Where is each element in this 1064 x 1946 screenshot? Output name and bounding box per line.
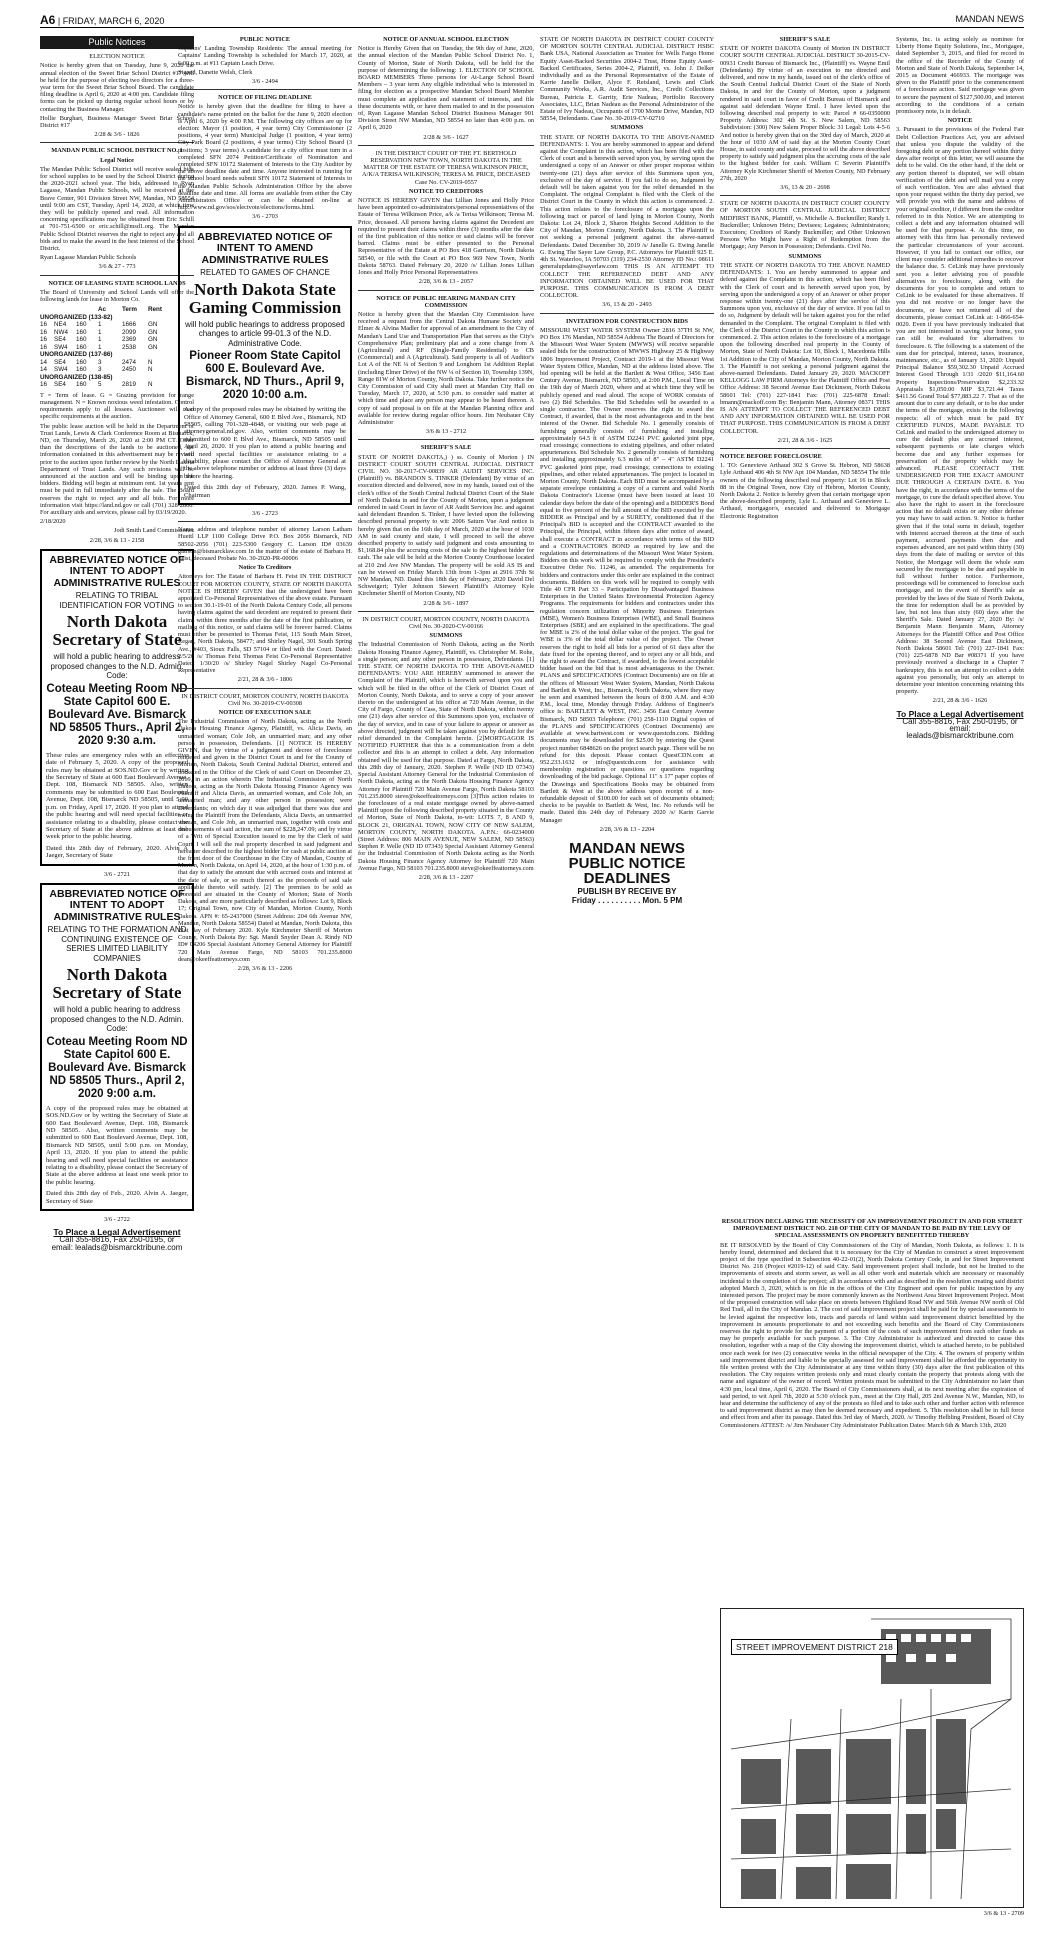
notice-title: INVITATION FOR CONSTRUCTION BIDS [565, 317, 689, 325]
notice-code: 2/21, 28 & 3/6 - 1625 [777, 436, 833, 444]
divider [40, 142, 194, 143]
lease-table-cell: 1 [98, 328, 102, 336]
box-body: A copy of the proposed rules may be obtained by writing the Office of Attorney General, 600 E Blvd Ave., Bismarck, ND 58505, calling 701-328-4848, or visiting our web page at attorneygeneral.nd.gov. Also, written comments may be submitted to 600 E Blvd Ave., Bismarck, ND 58505 until April 20, 2020. If you plan to attend a public hearing and will need special facilities or assistance relating to a disability, please contact the Office of Attorney General at the above telephone number or address at least three (3) days before the hearing. [184, 406, 346, 480]
lease-table-row [40, 366, 194, 374]
notice-title: NOTICE OF ANNUAL SCHOOL ELECTION [383, 36, 509, 43]
lease-table-header: Ac Term Rent [98, 306, 162, 314]
notice-code: 2/28 & 3/6 - 1897 [423, 599, 469, 607]
lease-table-cell: SE4 [54, 336, 66, 344]
lease-table-cell: N [148, 358, 153, 366]
box-subheading: will hold public hearings to address proposed changes to article 99-01.3 of the N.D. Administrative Code. [185, 319, 345, 348]
divider [720, 448, 890, 449]
column-1 [40, 36, 194, 1932]
notice-code: 2/21, 28 & 3/6 - 1806 [237, 676, 293, 684]
notice-title: NOTICE OF PUBLIC HEARING MANDAN CITY COMMISSION [376, 294, 516, 309]
notice-body: 1. TO: Genevieve Arthaud 302 S Grove St. Hebron, ND 58638 Lyle Arthaud 406 4th St NW Apt 104 Mandan, ND 58554 The title owners of the following described real property: Lot 16 in Block 88 in the Original Town, now City of Hebron, Morton County, North Dakota 2. Notice is hereby given that certain mortgage upon the above-described property, Lyle L. Arthaud and Genevieve L. Arthaud, mortgagor/s, executed and delivered to Mortgage Electronic Registration [720, 462, 890, 520]
notice-body: The Industrial Commission of North Dakota, acting as the North Dakota Housing Finance Agency, Plaintiff, vs. Christopher M. Rohe, a single person; and any other person in possession, Defendants. [1] THE STATE OF NORTH DAKOTA TO THE ABOVE-NAMED DEFENDANTS: YOU ARE HEREBY summoned to answer the Complaint of the Plaintiff, which is herewith served upon you and which will be filed in the office of the Clerk of District Court of Morton County, North Dakota, and to serve a copy of your answer thereto on the undersigned at his office at 720 Main Avenue, in the City of Fargo, County of Cass, State of North Dakota, within twenty one (21) days after service of this Summons upon you, exclusive of the day of service, and in case of your failure to appear or answer as above directed, judgment will be taken against you by default for the relief demanded in the Complaint herein. [2]MORTGAGOR IS NOTIFIED FURTHER that this is a communication from a debt collector and this is an attempt to collect a debt. Any information obtained will be used for that purpose. Dated at Fargo, North Dakota, this 28th day of January, 2020. Stephen P. Welle (ND ID 07343) Special Assistant Attorney General for the Industrial Commission of North Dakota, acting as the North Dakota Housing Finance Agency Attorney for Plaintiff 720 Main Avenue Fargo, North Dakota 58103 701.235.8000 steve@okeeffeattorneys.com [3]This action relates to the foreclosure of a real estate mortgage owned by above-named Plaintiff upon the following described property situated in the County of Morton, State of North Dakota, to-wit: LOTS 7, 8 AND 9, BLOCK 21, ORIGINAL TOWN, NOW CITY OF NEW SALEM, MORTON COUNTY, NORTH DAKOTA. A.P.N.: 66-0234000 (Street Address: 806 MAIN AVENUE, NEW SALEM, ND 58563) Stephen P. Welle (ND ID 07343) Special Assistant Attorney General for the Industrial Commission of North Dakota acting as the North Dakota Housing Finance Agency Attorney for Plaintiff 720 Main Avenue Fargo, ND 58103 701.235.8000 steve@okeeffeattorneys.com [358, 641, 534, 872]
lease-table-row [40, 321, 194, 329]
resolution-title: RESOLUTION DECLARING THE NECESSITY OF AN IMPROVEMENT PROJECT IN AND FOR STREET IMPROVEMENT DISTRICT NO. 218 OF THE CITY OF MANDAN TO BE PAID BY THE LEVY OF SPECIAL ASSESSMENTS ON PROPERTY BENEFITTED THEREBY [721, 1218, 1023, 1240]
lease-legend: T = Term of lease. G = Grazing provision for range management. N = Known noxious weed infestation. Control requirements apply to all lessees. Auctioneer will read specific requirements at the auction. [40, 391, 194, 421]
lease-table-cell: 160 [76, 321, 87, 329]
divider [540, 313, 714, 314]
notice-code: 2/28, 3/6 & 13 - 2158 [89, 536, 145, 544]
divider [358, 611, 534, 612]
lease-table-cell: N [148, 381, 153, 389]
notice-body: The Industrial Commission of North Dakota, acting as the North Dakota Housing Finance Agency, Plaintiff, vs. Alicia Davis, an unmarried woman; Cole Job, an unmarried man; and any other person in possession, Defendants. [1] NOTICE IS HEREBY GIVEN, that by virtue of a judgment and decree of foreclosure rendered and given in the District Court in and for the County of Morton, North Dakota, South Central Judicial District, entered and docketed in the Office of the Clerk of said Court on December 23, 2019, in an action wherein The Industrial Commission of North Dakota, acting as the North Dakota Housing Finance Agency was Plaintiff and Alicia Davis, an unmarried woman, and Cole Job, an unmarried man; and any other person in possession; were Defendants; on which day it was adjudged that there was due and owing the Plaintiff from the Defendants, Alicia Davis, an unmarried woman, and Cole Job, an unmarried man, together with costs and disbursements of said action, the sum of $228,247.09; and by virtue of a Writ of Special Execution issued to me by the Clerk of said Court, I will sell the real property described in said judgment and hereafter described to the highest bidder for cash at public auction at the front door of the Courthouse in the City of Mandan, County of Morton, North Dakota, on April 14, 2020, at the hour of 1:30 p.m. of that day to satisfy the amount due with accrued costs and interest at the date of sale, or so much thereof as the proceeds of said sale applicable thereto will satisfy. [2] The premises to be sold as aforesaid are situated in the County of Morton; State of North Dakota, and are more particularly described as follows: Lot 9, Block 17; Original Town, now City of Mandan, Morton County, North Dakota. APN #: 65-2437000 (Street Address: 204 6th Avenue NW, Mandan, North Dakota 58554) Dated at Mandan, North Dakota, this 21st day of February 2020. Kyle Kirchmeier Sheriff of Morton County, North Dakota By: Sgt. Mandi Snyder Dean A. Rindy ND ID# 04206 Special Assistant Attorney General Attorney for Plaintiff 720 Main Avenue Fargo, ND 58103 701.235.8000 dean@okeeffeattorneys.com [178, 718, 352, 963]
box-agency: North Dakota Secretary of State [52, 965, 182, 1003]
lease-table-row [40, 329, 194, 337]
lease-table-cell: SE4 [54, 358, 66, 366]
notice-code: 3/6 - 2703 [252, 213, 278, 221]
lease-table-row [40, 359, 194, 367]
page-header [40, 12, 1024, 28]
resolution-notice [720, 1218, 1024, 1431]
lease-table-cell: 5 [98, 381, 102, 389]
notice-title: NOTICE OF EXECUTION SALE [218, 708, 312, 716]
legal-ad-title: To Place a Legal Advertisement [53, 1227, 181, 1238]
notice-code: 2/21, 28 & 3/6 - 1626 [932, 697, 988, 705]
notice-body: STATE OF NORTH DAKOTA,) ) ss. County of Morton ) IN DISTRICT COURT SOUTH CENTRAL JUDICIAL DISTRICT CIVIL NO. 30-2017-CV-00839 AR AUDIT SERVICES INC. (Plaintiff) vs. BRANDON S. TINKER (Defendant) By virtue of an execution directed and delivered, now in my hands, issued out of the clerk's office of the South Central Judicial District Court of the State of North Dakota in and for the County of Morton, upon a judgment rendered in said Court in favor of AR Audit Services Inc. and against said defendant Brandon S. Tinker, I have levied upon the following described personal property to wit: 2006 Saturn Vue And notice is hereby given that on the 16th day of March, 2020 at the hour of 1030 AM in said county and state, I will proceed to sell the above described property to satisfy said judgment and costs amounting to $1,168.84 plus the accruing costs of the sale to the highest bidder for cash. The sale will be held at the Morton County Courthouse located at 210 2nd Ave NW Mandan. The property will be sold AS IS and can be viewed on Friday March 13th from 1-3pm at 2916 37th St NW Mandan, ND. Dated this 18th day of February, 2020 David Del Schweigert; Tyler Johnson Siewert Plaintiff's Attorney Kyle Kirchmeier Sheriff of Morton County, ND [358, 453, 534, 598]
column-3 [358, 36, 534, 1932]
notice-court: IN THE DISTRICT COURT OF THE FT. BERTHOLD RESERVATION NEW TOWN, NORTH DAKOTA IN THE MATTER OF THE ESTATE OF TERESA WILKINSON PRICE, A/K/A TERISA WILKINSON; TERESA M. PRICE, DECEASED Case No. CV-2019-0557 [362, 149, 530, 186]
lease-table-cell: 1 [98, 321, 102, 329]
box-heading: ABBREVIATED NOTICE OF INTENT TO AMEND ADMINISTRATIVE RULES [197, 230, 333, 266]
notice-body: NOTICE IS HEREBY GIVEN that Lillian Jones and Holly Price have been appointed co-administrators/personal representatives of the Estate of Teresa Wilkinson Price, a/k /a Terisa Wilkinson; Teresa M. Price, deceased. All persons having claims against the Decedent are required to present their claims within three (3) months after the date of the first publication of this notice or said claims will be forever barred. Claims must be either presented to the Personal Representative of the Estate at PO Box 418 Garrison, North Dakota 58540, or file with the Court at PO Box 969 New Town, North Dakota 58763. Dated February 20, 2020 /s/ Lillian Jones Lillian Jones and Holly Price Personal Representatives [358, 197, 534, 277]
lease-table-cell: 160 [76, 343, 87, 351]
lease-table-cell: 2819 [122, 381, 137, 389]
notice-code: 3/6 - 2722 [104, 1216, 130, 1224]
box-subheading: RELATING TO TRIBAL IDENTIFICATION FOR VOTING [59, 591, 175, 610]
notice-court: IN DISTRICT COURT, MORTON COUNTY, NORTH DAKOTA Civil No. 30-2019-CV-00308 [181, 692, 349, 707]
notice-code: 3/6 & 13 - 2709 [983, 1910, 1024, 1917]
box-subheading: will hold a public hearing to address proposed changes to the N.D. Admin. Code: [50, 1005, 184, 1034]
notice-code: 3/6 - 2723 [252, 510, 278, 518]
notice-title: PUBLIC NOTICE [239, 36, 291, 43]
notice-body: Notice is hereby given that the Mandan City Commission have received a request from the Central Dakota Humane Society and Elmer & Alvina Madler for approval of an amendment to the City of Mandan's Land Use and Transportation Plan that serves as the City's Comprehensive Plan; preliminary plat and a zone change from A (Agricultural) and RF (Single-Family Residential) to CB (Commercial) and A (Agricultural). Said property is all of Auditor's Lot A of the NE ¼ of Section 9 and Longhorn 1st Addition Replat (including Elmer Drive) of the NW ¼ of Section 10, Township 139N, Range 81W of Morton County, North Dakota. Take further notice the City Commission of said City shall meet at Mandan City Hall on Tuesday, March 17, 2020, at 5:30 p.m. to consider said matter at which time and place any person may appear to be heard thereon. A copy of said proposal is on file at the Mandan Planning office and available for review during regular office hours. Jim Neubauer City Administrator [358, 310, 534, 426]
lease-table-cell: 160 [76, 366, 87, 374]
box-location: Coteau Meeting Room ND State Capitol 600 E. Boulevard Ave. Bismarck ND 58505 Thurs., April 2, 2020 9:00 a.m. [46, 1035, 188, 1100]
lease-table-cell: SW4 [54, 343, 68, 351]
abbreviated-notice-box [40, 883, 194, 1211]
notice-code: 2/28, 3/6 & 13 - 2206 [237, 965, 293, 973]
lease-table-cell: NE4 [54, 321, 67, 329]
lease-table-cell: 2099 [122, 328, 137, 336]
notice-signature: Ryan Lagasse Mandan Public Schools [40, 254, 137, 262]
resolution-body: BE IT RESOLVED by the Board of City Commissioners of the City of Mandan, North Dakota, as follows: 1. It is hereby found, determined and declared that it is necessary for the City of Mandan to construct a street improvement project of the type specified in Subsection 40-22-01(2), North Dakota Century Code, in and for Street Improvement District No. 218 (Project #2019-12) of said City. Said improvement project shall include, but not be limited to the improvements of streets and storm sewer, as well as all other work and materials which are necessary or reasonably incidental to the completion of the project; all in accordance with and as described in the resolution creating said district adopted March 3, 2020, which is on file in the offices of the City Engineer and open for public inspection by any interested person. The project may be more commonly known as the Northwest Area Street Improvement Project. Most of the proposed construction will take place on streets between Highland Road NW and 56th Avenue NW north of Old Red Trail, all in the City of Mandan. 2. The cost of said improvement project shall be paid for by special assessments to be levied against the respective lots, tracts and parcels of land within said improvement district benefitted by the improvement in amounts proportionate to and not exceeding such benefits and the Board of City Commissioners reserves the right to provide for the payment of a portion of the costs of such improvement from such other funds as may be properly available for such purpose. 3. The City Administrator is authorized and directed to cause this resolution, together with a map of the City showing the improvement district, which is attached hereto, to be published once each week for two (2) consecutive weeks in the official newspaper of the City. 4. The owners of property within said improvement district and liable to be specially assessed for said improvement shall be afforded the opportunity to file written protest with the City Administrator at any time within thirty (30) days after the first publication of this resolution. The City requires written protests only and must clearly contain the property that protests along with the name and signature of the owner of record. Written protests must be submitted to the City Administrator no later than 4:30 pm, local time, April 6, 2020. The Board of City Commissioners shall, at its next meeting after the expiration of said period, to wit April 7th, 2020 at 5:30 o'clock p.m., meet at the City Hall, 205 2nd Avenue N.W., Mandan, ND, to hear and determine the sufficiency of any of the protests so filed and to take such other and further action with reference to said improvement district as may then be deemed necessary and expedient. 5. This resolution shall be in full force and effect from and after its passage. Dated this 3rd day of March, 2020. /s/ Timothy Helbling President, Board of City Commissioners ATTEST: /s/ Jim Neubauer City Administrator Publication Dates: March 6th & March 13th, 2020 [720, 1241, 1024, 1429]
lease-table-cell: NW4 [54, 328, 68, 336]
lease-table-cell: N [148, 366, 153, 374]
notice-title: NOTICE OF LEASING STATE SCHOOL LANDS [48, 279, 186, 287]
column-4 [540, 36, 714, 1932]
lease-table-cell: 2369 [122, 336, 137, 344]
divider [178, 521, 352, 522]
legal-ad-phone: Call 355-8816, Fax 250-0195, or [902, 716, 1018, 726]
notice-code: 2/28 & 3/6 - 1627 [423, 133, 469, 141]
lease-table-cell: 14 [40, 366, 48, 374]
lease-table-cell: SW4 [54, 366, 68, 374]
deadline-box [540, 841, 714, 904]
abbreviated-notice-box [40, 549, 194, 866]
notice-body: Attorneys for: The Estate of Barbara H. Feist IN THE DISTRICT COURT FOR MORTON COUNTY, STATE OF NORTH DAKOTA NOTICE IS HEREBY GIVEN that the undersigned have been appointed Co-Personal Representatives of the above estate. Pursuant to section 30.1-19-01 of the North Dakota Century Code, all persons having claims against the said decedent are required to present their claims within three months after the date of the first publication, or mailing of this notice, or said claims will be forever barred. Claims must either be presented to Thomas Feist, 115 South Main Street, Regan, North Dakota, 58477; and Shirley Nagel, 301 South Spring Ave., #403, Sioux Falls, SD 57104 or filed with the Court. Dated: 2/5/20 /s/ Thomas Feist Thomas Feist Co-Personal Representative Dated: 1/30/20 /s/ Shirley Nagel Shirley Nagel Co-Personal Representative [178, 573, 352, 675]
box-location: Pioneer Room State Capitol 600 E. Boulevard Ave. Bismarck, ND Thurs., April 9, 2020 10:00 a.m. [185, 350, 345, 402]
notice-body: Notice is Hereby Given that on Tuesday, the 9th day of June, 2020, the annual election of the Mandan Public School District No. 1, County of Morton, State of North Dakota, will be held for the purpose of determining the following: 1. ELECTION OF SCHOOL BOARD MEMBERS Three persons for At-Large School Board Members – 3 year term Any eligible individual who is interested in filing for election as a prospective Mandan School Board Member must complete an application and statement of interests, and file these documents with, or have them mailed to and in the possession of, Ryan Lagasse Mandan School District Business Manager 901 Division Street NW Mandan, ND 58554 no later than 4:00 p.m. on April 6, 2020 [358, 45, 534, 132]
notice-body: THE STATE OF NORTH DAKOTA TO THE ABOVE NAMED DEFENDANTS: 1. You are hereby summoned to appear and defend against the Complaint in this action, which has been filed with the Clerk of court and is herewith served upon you, by serving upon the undersigned a copy of an Answer or other proper response within twenty-one (21) days after the service of this Summons upon you, exclusive of the day of service. If you fail to do so, Judgment by default will be taken against you for the relief demanded in the Complaint. The original Complaint is filed with the Clerk of the District Court in the County in which this action is commenced. 2. This action relates to the foreclosure of a mortgage upon the following described real property in the County of Morton, State of North Dakota: Lot 10, Block 1, Macedonia Hills 1st Addition to the City of Mandan, Morton County, North Dakota. 3. The Plaintiff is not seeking a personal judgment against the above-named Defendants. Dated January 29, 2020. MACKOFF KELLOGG LAW FIRM Attorneys for the Plaintiff Office and Post Office Address: 38 Second Avenue East Dickinson, North Dakota 58601 Tel: (701) 227-1841 Fax: (701) 225-6878 Email: bmann@mackoff.com By: Benjamin Mann, Attorney 08371 THIS IS AN ATTEMPT TO COLLECT THE REFERENCED DEBT AND ANY INFORMATION OBTAINED WILL BE USED FOR THAT PURPOSE. THIS COMMUNICATION IS FROM A DEBT COLLECTOR. [720, 261, 890, 435]
lease-table-cell: 2538 [122, 343, 137, 351]
box-dated: Dated this 28th day of Feb., 2020. Alvin A. Jaeger, Secretary of State [46, 1190, 188, 1205]
legal-ad-email[interactable]: email: lealads@bismarcktribune.com [51, 1242, 183, 1252]
notice-title: SUMMONS [788, 252, 822, 260]
lease-table [40, 306, 194, 389]
divider [178, 89, 352, 90]
notice-title: SUMMONS [610, 124, 644, 132]
divider [720, 195, 890, 196]
lease-table-cell: GN [148, 343, 158, 351]
notice-title: NOTICE TO CREDITORS [408, 187, 484, 195]
lease-table-cell: 16 [40, 336, 48, 344]
notice-title: NOTICE [947, 117, 973, 125]
legal-ad-email[interactable]: email: lealads@bismarcktribune.com [906, 724, 1014, 741]
box-subheading: will hold a public hearing to address proposed changes to the N.D. Admin. Code: [50, 652, 184, 681]
lease-table-cell: 3 [98, 358, 102, 366]
notice-code: 3/6 & 13 - 2712 [425, 428, 467, 436]
notice-code: 2/28, 3/6 & 13 - 2207 [418, 873, 474, 881]
lease-table-cell: 14 [40, 358, 48, 366]
notice-signature: Hollie Burghart, Business Manager Sweet Briar School District #17 [40, 114, 194, 130]
box-agency: North Dakota State Gaming Commission [188, 279, 342, 317]
divider [40, 275, 194, 276]
deadline-header: PUBLISH BY RECEIVE BY [577, 886, 677, 896]
box-dated: Dated this 28th day of February, 2020. Alvin A Jaeger, Secretary of State [46, 844, 188, 860]
notice-subtitle: Legal Notice [100, 156, 134, 164]
box-body: A copy of the proposed rules may be obtained at SOS.ND.Gov or by writing the Secretary of State at 600 East Boulevard Avenue, Dept. 108, Bismarck ND 58505. Also, written comments may be submitted to 600 East Boulevard Avenue, Dept. 108, Bismarck ND 58505, until 5:00 p.m. on Monday, April 13, 2020. If you plan to attend the public hearing and will need special facilities or assistance relating to a disability, please contact the Secretary of State at the above address at least one week prior to the public hearing. [46, 1104, 188, 1186]
notice-court: IN DISTRICT COURT, MORTON COUNTY, NORTH DAKOTA Civil No. 30-2020-CV-00166 [362, 615, 530, 631]
lease-table-cell: 160 [76, 328, 87, 336]
lease-table-cell: GN [148, 321, 158, 329]
notice-title: MANDAN PUBLIC SCHOOL DISTRICT NO. 1 [51, 147, 183, 155]
legal-ad-phone: Call 355-8816, Fax 250-0195, or [59, 1235, 175, 1245]
lease-table-cell: 1 [98, 336, 102, 344]
notice-title: NOTICE OF FILING DEADLINE [218, 94, 312, 102]
district-map [720, 1608, 1024, 1908]
lease-table-cell: 2474 [122, 358, 137, 366]
notice-title: SHERIFF'S SALE [779, 36, 831, 43]
lease-table-cell: 16 [40, 343, 48, 351]
lease-table-cell: 1 [98, 343, 102, 351]
notice-date: 2/18/2020 [40, 518, 66, 526]
lease-table-row [40, 344, 194, 352]
legal-ad-contact [896, 708, 1024, 741]
lease-table-cell: 3 [98, 366, 102, 374]
lease-table-cell: 160 [76, 336, 87, 344]
notice-code: 2/28 & 3/6 - 1826 [94, 131, 140, 139]
page-folio: A6 | FRIDAY, MARCH 6, 2020 [40, 13, 165, 27]
lease-table-row [40, 381, 194, 389]
notice-title: NOTICE BEFORE FORECLOSURE [720, 452, 822, 460]
divider [358, 145, 534, 146]
public-notices-banner: Public Notices [40, 36, 194, 49]
notice-body: Notice is hereby given that the deadline for filing to have a candidate's name printed on the ballot for the June 9, 2020 election is April 6, 2020 by 4:00 P.M. The following city offices are up for election: Mayor (1 position, 4 year term) City Commissioner (2 positions, 4 year term) Municipal Judge (1 position, 4 year term) City Park Board (2 positions, 4 year terms) City School Board (3 positions; 3 year terms) A candidate for a city office must turn in a completed SFN 2074 Petition/Certificate of Nomination and completed SFN 10172 Statement of Interests to the City Auditor by the above deadline date and time. Anyone interested in running for the school board needs submit SFN 10172 Statement of Interests to the Mandan Public Schools Administration Office by the above deadline date and time. All forms are available from either the City Administrators Office or can be obtained on-line at http://www.nd.gov/sos/electvote/elections/forms.html. [178, 103, 352, 212]
column-6 [896, 36, 1024, 1216]
box-heading: ABBREVIATED NOTICE OF INTENT TO ADOPT ADMINISTRATIVE RULES [49, 553, 185, 589]
divider [178, 688, 352, 689]
notice-code: 2/28, 3/6 & 13 - 2204 [599, 825, 655, 833]
lease-group-title: UNORGANIZED (137-86) [40, 351, 113, 359]
box-heading: ABBREVIATED NOTICE OF INTENT TO ADOPT ADMINISTRATIVE RULES [49, 887, 185, 923]
notice-body: Systems, Inc. is acting solely as nominee for Liberty Home Equity Solutions, Inc., Mortgagee, dated September 3, 2015, and filed for record in the office of the Recorder of the County of Morton and State of North Dakota, September 14, 2015 as Document 466933. The mortgage was given to the Plaintiff prior to the commencement of a foreclosure action. Said mortgage was given to secure the payment of $127,500.00, and interest according to the conditions of a certain promissory note, is in default. [896, 36, 1024, 116]
notice-body: The public lease auction will be held in the Department of Trust Lands, Lewis & Clark Conference Room at Bismarck, ND, on Thursday, March 26, 2020 at 2:00 PM CT. Other than the descriptions of the lands to be auctioned, the information contained in this advertisement may be revised prior to the auction upon further review by the North Dakota Department of Trust Lands. Any such revisions will be announced at the auction and will be binding upon the bidders. Bidding will begin at minimum rent. 1st year's rent must be paid in full immediately after the sale. The Board reserves the right to reject any and all bids. For more information visit https://land.nd.gov or call (701) 328-2800. For auxiliary aids and services, please call by 03/19/2020. [40, 422, 194, 517]
notice-title: SHERIFF'S SALE [420, 444, 472, 452]
notice-body: The Mandan Public School District will receive sealed bids for school supplies to be used by the School District during the 2020-2021 school year. The bids, addressed to Ryan Lagasse, Mandan Public Schools, will be received at the Brave Center, 901 Division Street NW, Mandan, ND 58554 until 9:00 am CST, Tuesday, April 14, 2020, at which time they will be publicly opened and read. All information concerning specifications may be obtained from Eric Schill at 701-751-6500 or eric.schill@msd1.org. The Mandan Public School District reserves the right to reject any and all bids and to make the award in the best interest of the School District. [40, 165, 194, 253]
box-agency: North Dakota Secretary of State [52, 612, 182, 650]
district-map-label: STREET IMPROVEMENT DISTRICT 218 [731, 1639, 898, 1655]
lease-group-title: UNORGANIZED (133-82) [40, 313, 113, 321]
notice-body: Notice is hereby given that on Tuesday, June 9, 2020 the annual election of the Sweet Briar School District #17 will be held for the purpose of electing two directors for a three-year term for the Sweet Briar School Board. The candidate filing deadline is April 6, 2020 at 4:00 pm. Candidate filing forms can be picked up during regular school hours or by contacting the Business Manager. [40, 62, 194, 113]
notice-body: 3. Pursuant to the provisions of the Federal Fair Debt Collection Practices Act, you are advised that unless you dispute the validity of the foregoing debt or any portion thereof within thirty days after receipt of this letter, we will assume the debt to be valid. On the other hand, if the debt or any portion thereof is disputed, we will obtain verification of the debt and will mail you a copy of such verification. You are also advised that upon your request within the thirty day period, we will provide you with the name and address of your original creditor, if different from the creditor referred to in this Notice. We are attempting to collect a debt and any information obtained will be used for that purpose. 4. At this time, no attorney with this firm has personally reviewed the particular circumstances of your account. However, if you fail to contact our office, our client may consider additional remedies to recover the balance due. 5. CeLink may have previously sent you a letter advising you of possible alternatives to foreclosure, along with the documents for you to complete and return to CeLink to be evaluated for these alternatives. If you did not receive or no longer have the documents, or have not returned all of the documents, please contact CeLink at: 1-866-654-0020. Even if you have previously indicated that you are not interested in saving your home, you can still be evaluated for alternatives to foreclosure. 6. The following is a statement of the sum due for principal, interest, taxes, insurance, maintenance, etc., as of January 31, 2020: Unpaid Principal Balance $59,302.30 Unpaid Accrued Interest Good Through 1/31 /2020 $11,164.60 Property Inspections/Preservation $2,233.32 Appraisals $1,050.00 MIP $3,721.44 Taxes $411.56 Grand Total $77,883.22 7. That as of the amount due to cure any default, or to be due under the terms of the mortgage, exists in the following respects: all of which must be paid BY CERTIFIED FUNDS, MADE PAYABLE TO CeLink and mailed to the undersigned attorney to cure the default plus any accrued interest, subsequent payments or late charges which become due and any further expenses for preservation of the property which may be advanced. PLEASE CONTACT THE UNDERSIGNED FOR THE EXACT AMOUNT DUE THROUGH A CERTAIN DATE. 8. You have the right, in accordance with the terms of the mortgage, to cure the default specified above. You also have the right to assert in the foreclosure action that no default exists or any other defense you may have to said action. 9. Notice is further given that if the total sums in default, together with interest accrued thereon at the time of such payment, accrued payments then due and expenses advanced, are not paid within thirty (30) days from the date of mailing or service of this Notice, the Mortgage will deem the whole sum secured by the mortgage to be due and payable in full without further notice. Furthermore, proceedings will be commenced to foreclose such mortgage, and in the event of Sheriff's sale as provided by the laws of the State of North Dakota, the time for redemption shall be as provided by law, but not less than sixty (60) days after the Sheriff's Sale. Dated January 27, 2020 By: /s/ Benjamin Mann Benjamin Mann, Attorney Attorneys for the Plaintiff Office and Post Office Address: 38 Second Avenue East Dickinson, North Dakota 58601 Tel: (701) 227-1841 Fax: (701) 225-6878 ND Bar #08371 If you have previously received a discharge in a Chapter 7 bankruptcy, this is not an attempt to collect a debt against you personally, but only an attempt to determine your intention concerning retaining this property. [896, 126, 1024, 696]
notice-code: 3/6, 13 & 20 - 2698 [780, 184, 830, 192]
deadline-title: MANDAN NEWS PUBLIC NOTICE DEADLINES [568, 839, 686, 887]
deadline-days: Friday . . . . . . . . . . Mon. 5 PM [571, 896, 683, 906]
box-subheading: RELATING TO THE FORMATION AND CONTINUING EXISTENCE OF SERIES LIMITED LIABILITY COMPANIES [47, 925, 187, 963]
notice-code: 2/28, 3/6 & 13 - 2057 [418, 278, 474, 286]
lease-table-cell: 160 [76, 381, 87, 389]
notice-code: 3/6 - 2721 [104, 870, 130, 878]
notice-code: 3/6 & 27 - 773 [98, 263, 136, 271]
lease-table-cell: SE4 [54, 381, 66, 389]
lease-group-title: UNORGANIZED (138-85) [40, 373, 113, 381]
column-2 [178, 36, 352, 1932]
notice-body: Captains' Landing Township Residents: The annual meeting for Captains' Landing Township is scheduled for March 17, 2020, at 6:00 p.m. at #11 Captain Leach Drive. [178, 45, 352, 67]
notice-body: STATE OF NORTH DAKOTA IN DISTRICT COURT COUNTY OF MORTON SOUTH CENTRAL JUDICIAL DISTRICT MIDFIRST BANK, Plaintiff, vs. Michelle A. Buckmiller; Randy L Buckmiller; Unknown Heirs; Devisees; Legatees; Administrators; Executors; Creditors of Randy Buckmiller; and Other Unknown Persons Who Might have a Right of Redemption from the Mortgage; Any Person in Possession; Defendants. Civil No. [720, 200, 890, 251]
notice-code: 3/6, 13 & 20 - 2493 [602, 301, 652, 309]
notice-body: MISSOURI WEST WATER SYSTEM Owner 2816 37TH St NW, PO Box 176 Mandan, ND 58554 Address The Board of Directors for the Missouri West Water System (MWWS) will receive separable sealed bids for the construction of MWWS Highway 25 & Highway 1806 Improvement Project, Contract 2019-1 at the Missouri West Water System Office, Mandan, ND at the address listed above. The bid opening will be held at the Bartlett & West Office, 3456 East Century Avenue, Bismarck, ND 58503, at 2:00 P.M., Local Time on the 19th day of March 2020, where and at which time they will be publicly opened and read aloud. The scope of WORK consists of two (2) Bid Schedules. The Bid Schedules will be awarded to a single contractor. The Owner reserves the right to award the Contract, if awarded, that is the most advantageous and in the best interest of the Owner. Bid Schedule No. 1 generally consists of furnishing generally consists of furnishing and installing approximately 64.5 ft of ASTM D2241 PVC gasketed joint pipe, road crossings; connections to existing pipelines, and other related appurtenances. Bid Schedule No. 2 generally consists of furnishing and installing approximately 6.3 miles of 8" – 4" ASTM D2241 PVC gasketed joint pipe, road crossings; connections to existing pipelines, and other related appurtenances. The project is located in Morton County, North Dakota. Each BID must be accompanied by a separate envelope containing a copy of a current and valid North Dakota Contractor's License (must have been issued at least 10 calendar days before the date of the opening) and a BIDDER'S Bond equal to five percent of the full amount of the BID executed by the BIDDER as Principal and by a SURETY, conditioned that if the Principal's BID is accepted and the CONTRACT awarded to the Principal, the Principal, within fifteen days after notice of award, shall execute a CONTRACT in accordance with terms of the BID and a CONTRACTOR'S BOND as required by law and the regulations and determinations of the Missouri West Water System. Bidders on this work will be required to comply with the President's Executive Order No. 11246, as amended. The requirements for bidders and contractors under this order are explained in the contract documents. Bidders on this work will be required to comply with Title 40 CFR Part 33 – Participation by Disadvantaged Business Enterprises in the United States Environmental Protection Agency Programs. The requirements for bidders and contractors under this regulation concern utilization of Minority Business Enterprises (MBE), Women's Business Enterprises (WBE), and Small Business Enterprises (SBE) and are explained in the specifications. The goal for MBE is 2% of the total dollar value of the project. The goal for WBE is 3% of the total dollar value of the project. The Owner reserves the right to hold all bids for a period of 61 days after the date fixed for the opening thereof, and to reject any or all bids, and the right to award the Contract, if awarded, to the lowest acceptable bidder based on the bid that is most advantageous to the Owner. PLANS and SPECIFICATIONS (Contract Documents) are on file at the offices of Missouri West Water System, Mandan, North Dakota and Bartlett & West, Inc., Bismarck, North Dakota, where they may be seen and examined between the hours of 8:00 A.M. and 4:30 P.M., local time, Monday through Friday. Address of Engineer's office is: BARTLETT & WEST, INC. 3456 East Century Avenue Bismarck, ND 58503 Telephone: (701) 258-1110 Digital copies of the PLANS and SPECIFICATIONS (Contract Documents) are available at www.bartwest.com or www.questcdn.com. Bidding documents may be downloaded for $25.00 by entering the Quest project number 6848626 on the project search page. There will be no refund for this deposit. Please contact QuestCDN.com at 952.233.1632 or info@questcdn.com for assistance with membership registration or questions or questions regarding downloading of the bid package. Optional 11" x 17" paper copies of the Drawings and Specifications Books may be obtained from Bartlett & West at the above address upon receipt of a non-refundable deposit of $100.00 for each set of documents obtained; checks to be payable to Bartlett & West, Inc. No refunds will be made. Dated this 24th day of February 2020 /s/ Karin Garvie Manager [540, 326, 714, 824]
notice-code: 3/6 - 2494 [252, 78, 278, 86]
box-location: Coteau Meeting Room ND State Capitol 600 E. Boulevard Ave. Bismarck ND 58505 Thurs., April 2, 2020 9:30 a.m. [46, 682, 188, 747]
notice-title: Notice To Creditors [238, 564, 292, 572]
notice-body: STATE OF NORTH DAKOTA County of Morton IN DISTRICT COURT SOUTH CENTRAL JUDICIAL DISTRICT 30-2015-CV-00931 Credit Bureau of Bismarck Inc., (Plaintiff) vs. Wayne Emil (Defendants) By virtue of an execution to me directed and delivered, and now in my hands, issued out of the clerk's office of the South Central Judicial District Court of the State of North Dakota, in and for the County of Morton, upon a judgment rendered in said court in favor of Credit Bureau of Bismarck and against said defendant Wayne Emil. I have levied upon the following described real property to wit: Parcel # 66-0350000 Property Address: 302 4th St. S. New Salem, ND 58563 Subdivision: (300) New Salem Proper Block: 31 Legal: Lots 4-5-6 And notice is hereby given that on the 30rd day of March, 2020 at the hour of 1030 AM of said day at the Morton County Court House, in said county and state, proceed to sell the above described property to satisfy said judgment plus the accruing costs of the sale to the highest bidder for cash. William C Severin Plaintiff's Attorney Kyle Kirchmeier Sheriff of Morton County, ND February 27th, 2020 [720, 45, 890, 182]
lease-table-cell: 16 [40, 381, 48, 389]
legal-ad-contact [40, 1229, 194, 1251]
divider [358, 290, 534, 291]
notice-signature: Signed, Danette Welsh, Clerk [178, 68, 253, 76]
lease-table-cell: 160 [76, 358, 87, 366]
abbreviated-notice-box [178, 226, 352, 505]
lease-table-cell: GN [148, 336, 158, 344]
legal-ad-title: To Place a Legal Advertisement [896, 708, 1024, 719]
notice-signature: Jodi Smith Land Commissioner [114, 527, 194, 535]
lease-table-cell: 16 [40, 321, 48, 329]
notice-title: SUMMONS [429, 632, 463, 640]
lease-table-cell: 16 [40, 328, 48, 336]
lease-table-cell: GN [148, 328, 158, 336]
lease-table-cell: 1666 [122, 321, 137, 329]
notice-body: Name, address and telephone number of attorney Larson Latham Huettl LLP 1100 College Drive P.O. Box 2056 Bismarck, ND 58502-2056 (701) 223-5300 Gregory C. Larson ID# 03639 glarson@bismarcklaw.com In the matter of the estate of Barbara H. Feist, deceased Probate No. 30-2020-PR-00006 [178, 526, 352, 563]
notice-body: The Board of University and School Lands will offer the following lands for lease in Morton Co. [40, 288, 194, 304]
notice-body: STATE OF NORTH DAKOTA IN DISTRICT COURT COUNTY OF MORTON SOUTH CENTRAL JUDICIAL DISTRICT HSBC Bank USA, National Association as Trustee for Wells Fargo Home Equity Asset-Backed Securities 2004-2 Trust, Home Equity Asset-Backed Certificates, Series 2004-2, Plaintiff, vs. John J. Delker individually and as the Personal Representative of the Estate of Karrie Janelle Delker, Alyce F. Reisland, Lewis and Clark Community Works, A.R. Audit Services, Inc., Credit Collections Bureau, Patricia E. Garrity, Erie Nadeau, Portfolio Recovery Associates, LLC, Brian Nadeau as the Personal Administrator of the Estate of Ivy Nadeau, Occupants of 1700 Monte Drive, Mandan, ND 58554, Defendants. Case No. 30-2019-CV-02710 [540, 36, 714, 123]
lease-table-cell: 2450 [122, 366, 137, 374]
lease-table-row [40, 336, 194, 344]
column-5 [720, 36, 890, 1216]
paper-name: MANDAN NEWS [955, 14, 1024, 24]
notice-title: ELECTION NOTICE [89, 53, 145, 61]
notice-body: THE STATE OF NORTH DAKOTA TO THE ABOVE-NAMED DEFENDANTS: 1. You are hereby summoned to appear and defend against the Complaint in this action, which has been filed with the Clerk of court and is herewith served upon you, by serving upon the undersigned a copy of an Answer or other proper response within twenty-one (21) days after service of this Summons upon you, exclusive of the day of service. If you fail to do so, Judgment by default will be taken against you for the relief demanded in the Complaint. The original Complaint is filed with the Clerk of the District Court in the County in which this action is commenced. 2. This action relates to the foreclosure of a mortgage upon the following tract or parcel of land lying in Morton County, North Dakota: Lot 24, Block 2, Sharon Heights Second Addition to the City of Mandan, Morton County, North Dakota. 3. The Plaintiff is not seeking a personal judgment against the above-named Defendants. Dated December 30, 2019 /s/ Janelle G. Ewing Janelle G. Ewing The Sayer Law Group, P.C. Attorneys for Plaintiff 925 E. 4th St. Waterloo, IA 50703 (319) 234-2530 Attorney ID No.: 08611 generalupdates@sayerlaw.com THIS IS AN ATTEMPT TO COLLECT THE REFERENCED DEBT AND ANY INFORMATION OBTAINED WILL BE USED FOR THAT PURPOSE. THIS COMMUNICATION IS FROM A DEBT COLLECTOR. [540, 133, 714, 300]
divider [358, 439, 534, 440]
box-dated: Dated this 28th day of February, 2020. James P. Wang, Chairman [184, 484, 346, 499]
box-body: These rules are emergency rules with an effective date of February 5, 2020. A copy of the proposed rules may be obtained at SOS.ND.Gov or by writing the Secretary of State at 600 East Boulevard Avenue, Dept. 108, Bismarck ND 58505. Also, written comments may be submitted to 600 East Boulevard Avenue, Dept. 108, Bismarck ND 58505, until 5:00 p.m. on Friday, April 17, 2020. If you plan to attend the public hearing and will need special facilities or assistance relating to a disability, please contact the Secretary of State at the above address at least one week prior to the public hearing. [46, 751, 188, 841]
box-subheading: RELATED TO GAMES OF CHANCE [200, 268, 330, 278]
